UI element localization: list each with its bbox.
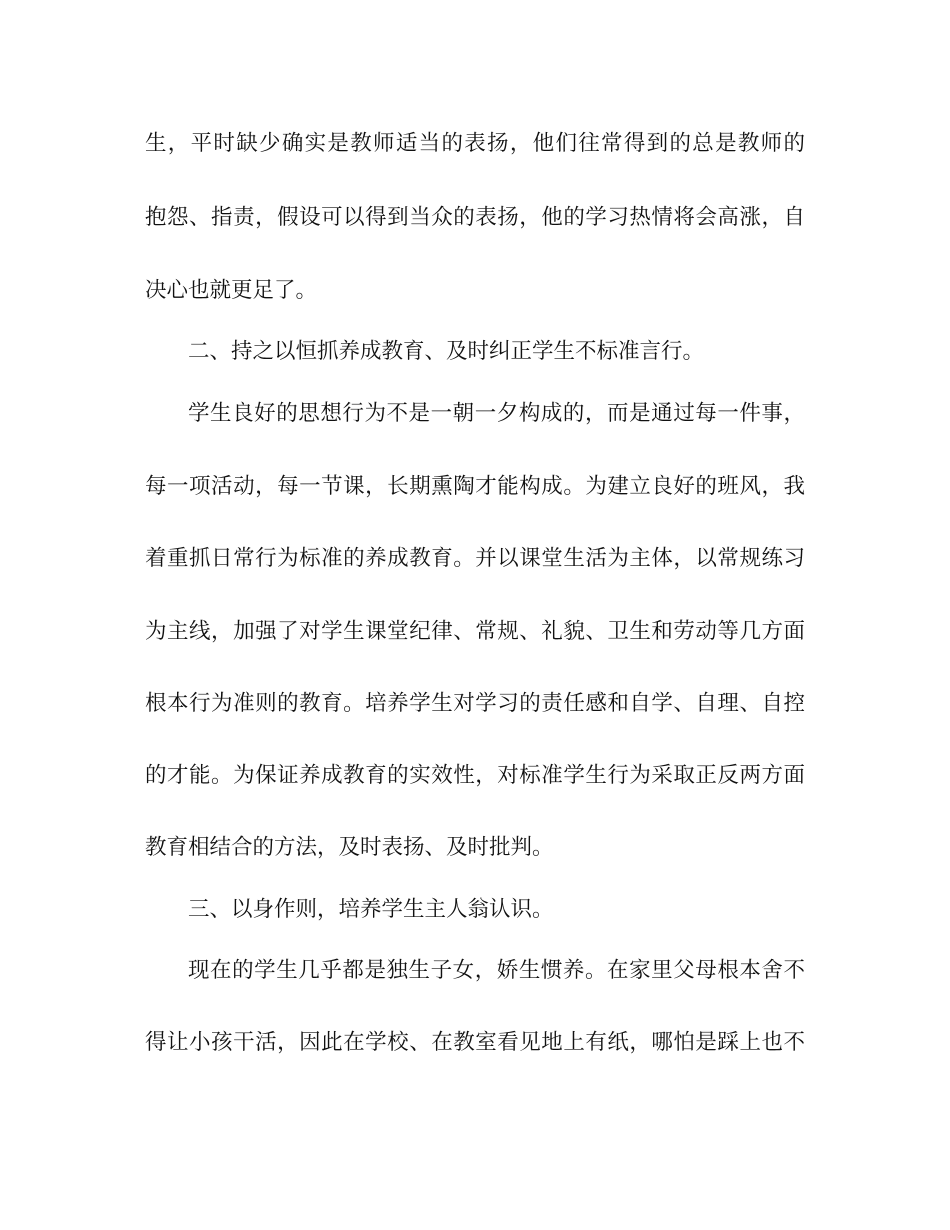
text-line: 着重抓日常行为标准的养成教育。并以课堂生活为主体，以常规练习 [145, 546, 805, 571]
text-line: 现在的学生几乎都是独生子女，娇生惯养。在家里父母根本舍不 [188, 958, 805, 983]
text-line: 的才能。为保证养成教育的实效性，对标准学生行为采取正反两方面 [145, 763, 805, 788]
section-heading: 三、以身作则，培养学生主人翁认识。 [188, 897, 554, 922]
text-line: 根本行为准则的教育。培养学生对学习的责任感和自学、自理、自控 [145, 691, 805, 716]
text-line: 教育相结合的方法，及时表扬、及时批判。 [145, 835, 554, 860]
text-line: 得让小孩干活，因此在学校、在教室看见地上有纸，哪怕是踩上也不 [145, 1030, 805, 1055]
text-line: 决心也就更足了。 [145, 278, 318, 303]
text-line: 生，平时缺少确实是教师适当的表扬，他们往常得到的总是教师的 [145, 131, 805, 156]
section-heading: 二、持之以恒抓养成教育、及时纠正学生不标准言行。 [188, 339, 705, 364]
text-line: 每一项活动，每一节课，长期熏陶才能构成。为建立良好的班风，我 [145, 474, 805, 499]
text-line: 为主线，加强了对学生课堂纪律、常规、礼貌、卫生和劳动等几方面 [145, 619, 805, 644]
text-line: 学生良好的思想行为不是一朝一夕构成的，而是通过每一件事， [188, 401, 805, 426]
text-line: 抱怨、指责，假设可以得到当众的表扬，他的学习热情将会高涨，自 [145, 205, 805, 230]
